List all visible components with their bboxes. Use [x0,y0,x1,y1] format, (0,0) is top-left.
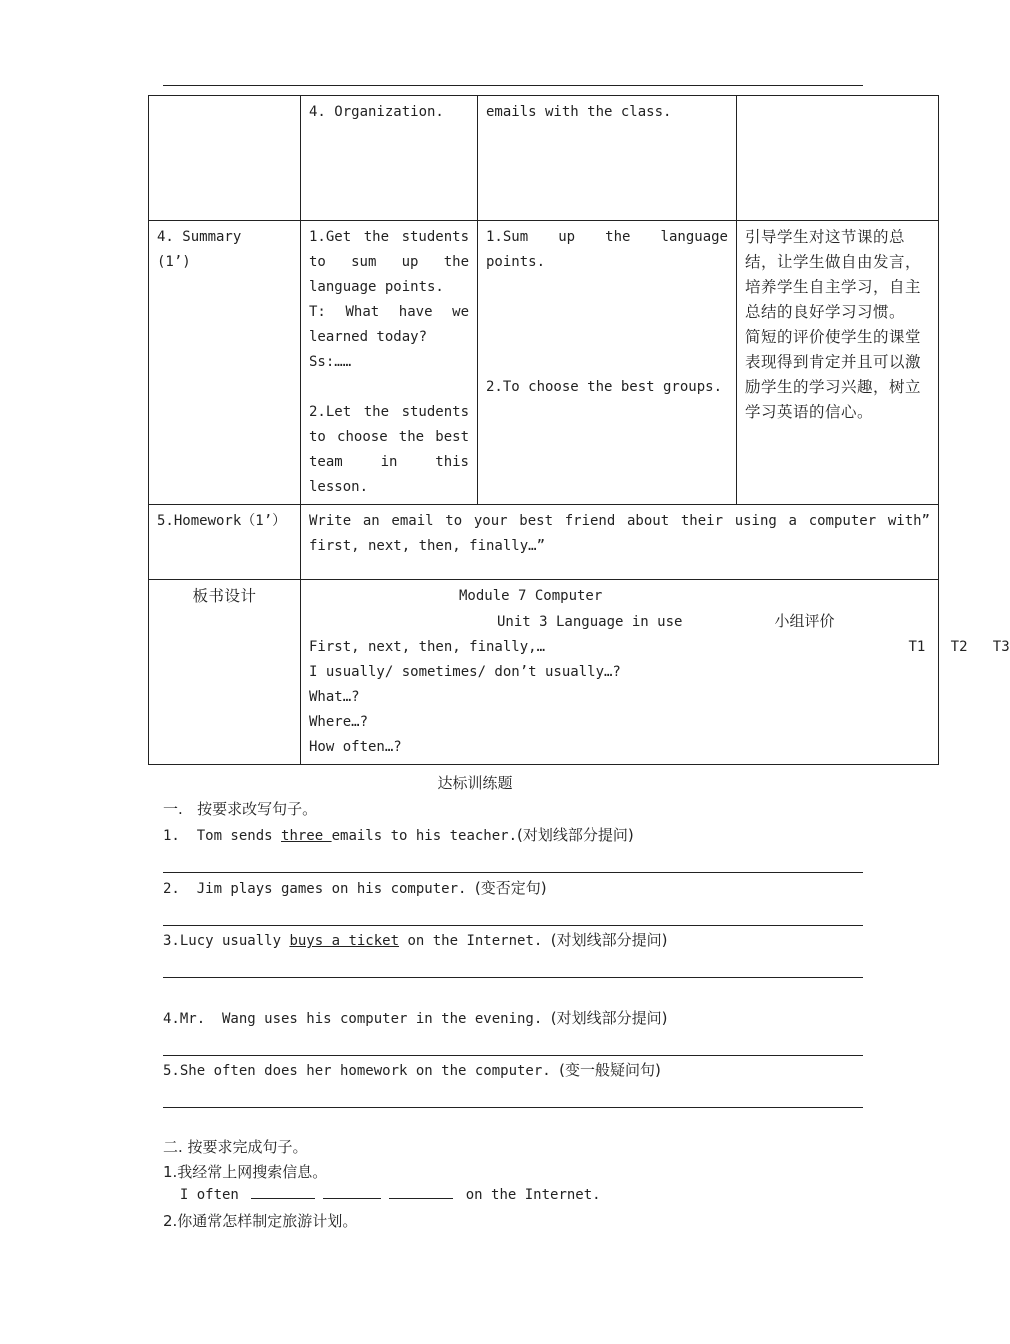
answer-line-2[interactable] [163,925,863,926]
q2-instruction: (变否定句) [474,879,547,897]
teacher-line: Ss:…… [309,354,352,370]
cell-stage-empty [149,96,301,221]
summary-title: 4. Summary [157,229,242,245]
student-line: 1.Sum up the language [486,229,728,245]
board-what: What…? [309,689,360,705]
teacher-gap [309,375,469,400]
purpose-line: 引导学生对这节课的总 [745,228,906,246]
cell-emails: emails with the class. [478,96,737,221]
answer-line-1[interactable] [163,872,863,873]
board-first-line [309,635,1010,660]
cell-blackboard-stage: 板书设计 [149,580,301,765]
exercise-title: 达标训练题 [437,774,513,792]
teacher-line: T: What have we [309,304,469,320]
q4-instruction: (对划线部分提问) [550,1009,668,1027]
lesson-plan-table [148,95,1010,765]
board-usually: I usually/ sometimes/ don’t usually…? [309,664,621,680]
question-2 [163,877,547,898]
blank-2[interactable] [323,1186,381,1199]
board-teams: T1 T2 T3 [908,639,1010,655]
cell-teacher-activity [301,221,478,505]
row-summary [149,221,939,505]
teacher-line: 1.Get the students [309,229,469,245]
sentence-2-chinese: 2.你通常怎样制定旅游计划。 [163,1212,358,1230]
q4-text: 4.Mr. Wang uses his computer in the evening. [163,1011,551,1027]
question-3 [163,929,667,950]
board-how-often: How often…? [309,739,402,755]
homework-line: Write an email to your best friend about their using a computer with” [309,513,930,529]
cell-blackboard-design [301,580,1010,765]
purpose-line: 结，让学生做自由发言， [745,253,922,271]
cell-homework-stage: 5.Homework（1’） [149,505,301,580]
part2-heading: 二. 按要求完成句子。 [163,1138,308,1156]
row-organization [149,96,939,221]
teacher-line: lesson. [309,479,369,495]
row-homework [149,505,939,580]
header-rule [163,85,863,86]
teacher-line: language points. [309,279,444,295]
teacher-line: to choose the best [309,429,469,445]
student-gap [486,275,728,300]
cell-organization: 4. Organization. [301,96,478,221]
question-4 [163,1007,667,1028]
purpose-line: 励学生的学习兴趣，树立 [745,378,922,396]
part1-heading: 一. 按要求改写句子。 [163,800,318,818]
homework-line: first, next, then, finally…” [309,538,546,554]
q1-instruction: (对划线部分提问) [517,826,634,844]
cell-homework-task [301,505,939,580]
answer-line-4[interactable] [163,1055,863,1056]
q3-underlined: buys a ticket [289,933,400,949]
student-line: 2.To choose the best groups. [486,379,723,395]
teacher-line: learned today? [309,329,428,345]
purpose-line: 学习英语的信心。 [745,403,874,421]
teacher-line: 2.Let the students [309,404,469,420]
cell-student-activity [478,221,737,505]
q5-instruction: (变一般疑问句) [559,1061,661,1079]
student-line: points. [486,254,546,270]
student-gap [486,300,728,325]
summary-time: (1’) [157,254,191,270]
cell-design-purpose [737,221,939,505]
purpose-line: 简短的评价使学生的课堂 [745,328,922,346]
cell-summary-stage [149,221,301,505]
q2-text: 2. Jim plays games on his computer. [163,881,475,897]
q3-instruction: (对划线部分提问) [550,931,668,949]
question-1 [163,824,634,845]
cell-purpose-empty [737,96,939,221]
sentence-1-english [163,1186,601,1203]
teacher-line: to sum up the [309,254,469,270]
s1-post: on the Internet. [457,1187,601,1203]
q5-text: 5.She often does her homework on the computer. [163,1063,560,1079]
board-subtitle: Unit 3 Language in use [497,614,683,630]
blank-3[interactable] [389,1186,453,1199]
q1-underlined: three [281,828,332,844]
question-5 [163,1059,661,1080]
q1-pre: 1. Tom sends [163,828,282,844]
row-blackboard [149,580,939,765]
purpose-line: 总结的良好学习习惯。 [745,303,906,321]
sentence-1-chinese: 1.我经常上网搜索信息。 [163,1163,328,1181]
answer-line-5[interactable] [163,1107,863,1108]
answer-line-3[interactable] [163,977,863,978]
student-gap [486,350,728,375]
teacher-line: team in this [309,454,469,470]
board-first: First, next, then, finally,… [309,639,546,655]
s1-pre: I often [163,1187,248,1203]
board-where: Where…? [309,714,369,730]
blank-1[interactable] [251,1186,315,1199]
purpose-line: 表现得到肯定并且可以激 [745,353,922,371]
student-gap [486,325,728,350]
q3-pre: 3.Lucy usually [163,933,290,949]
board-title: Module 7 Computer [459,588,603,604]
board-subtitle-line [309,609,930,635]
q3-post: on the Internet. [399,933,551,949]
q1-post: emails to his teacher. [331,828,518,844]
board-eval-label: 小组评价 [774,612,835,630]
purpose-line: 培养学生自主学习，自主 [745,278,922,296]
